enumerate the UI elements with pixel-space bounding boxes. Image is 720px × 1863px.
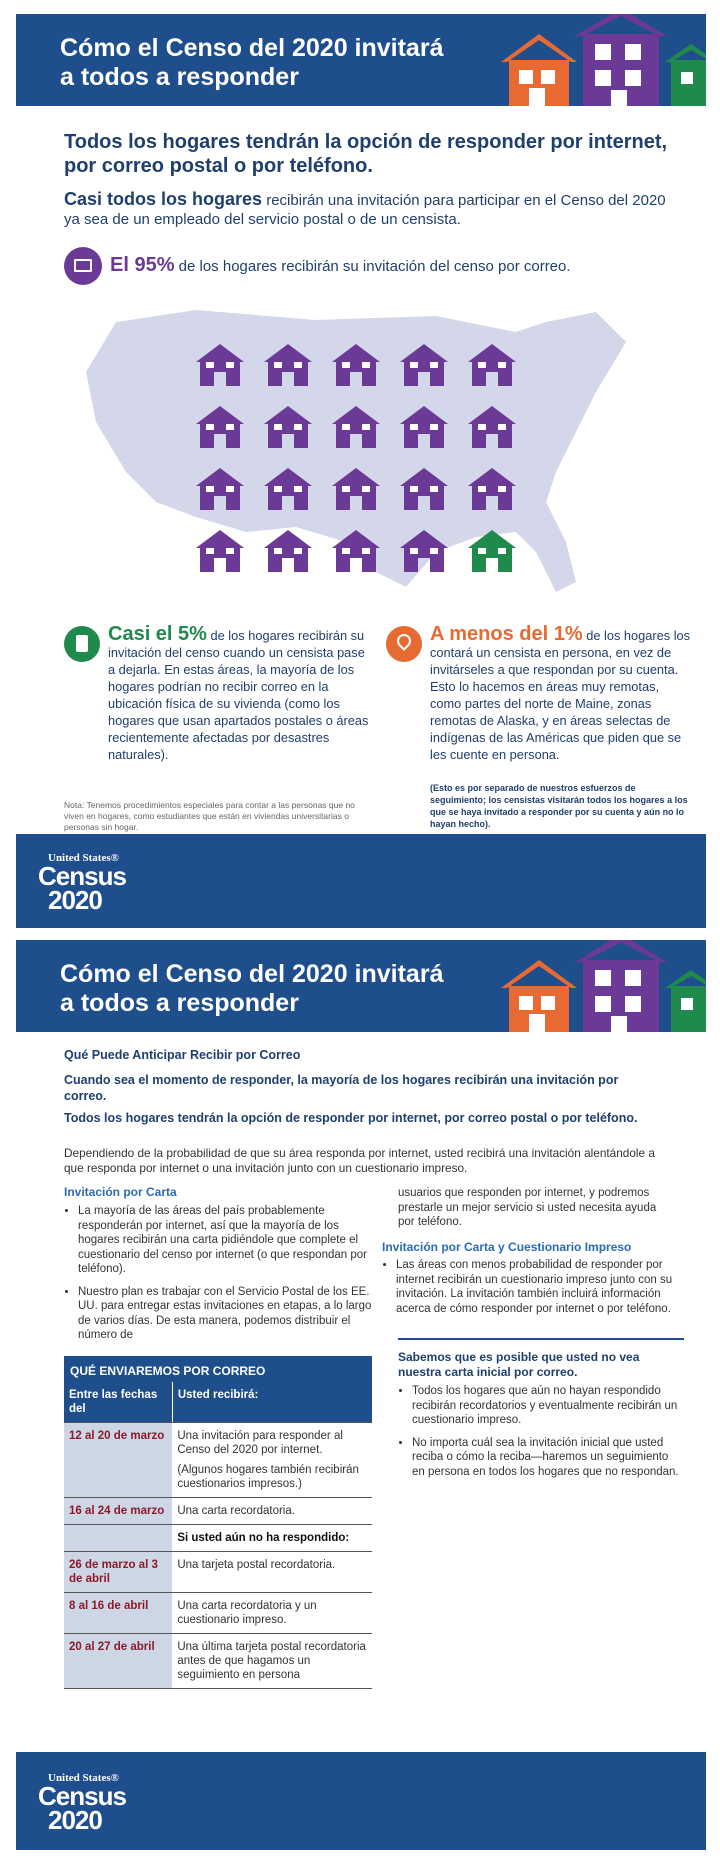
column-divider-line — [398, 1338, 684, 1340]
mail-item-text: Una última tarjeta postal recordatoria antes de que hagamos un seguimiento en persona — [177, 1641, 366, 1681]
house-window — [274, 548, 282, 554]
house-window — [430, 486, 438, 492]
house-icon — [264, 530, 312, 572]
pct1-text: A menos del 1% de los hogares los contará un censista en persona, en vez de invitárseles a que respondan por su cuenta. Esto lo hacemos en áreas muy remotas, como partes del norte de Maine, zonas remotas de Alaska, y en áreas selectas de indígenas de las Américas que piden que se les cuente en persona. — [430, 623, 691, 762]
page-two-header — [16, 940, 706, 1032]
carta-bullet-1: • La mayoría de las áreas del país probablemente responderán por internet, así que la mayoría de los hogares recibirán una carta pidiéndole que complete el cuestionario del censo por internet (o que respondan por teléfono). — [78, 1204, 378, 1277]
house-window — [498, 424, 506, 430]
house-window — [274, 362, 282, 368]
house-window — [410, 362, 418, 368]
mail-item-cell — [172, 1498, 372, 1525]
mail-table-grid — [64, 1382, 372, 1689]
mail-table-row — [64, 1552, 372, 1593]
carta-list — [64, 1204, 378, 1351]
page-one-title: Cómo el Censo del 2020 invitará a todos a responder — [60, 34, 444, 91]
house-window — [342, 548, 350, 554]
mail-item-cell — [172, 1634, 372, 1689]
census-logo-2: United States® Census 2020 — [38, 1772, 126, 1835]
pct95-text: El 95% de los hogares recibirán su invitación del censo por correo. — [110, 254, 571, 276]
nota-text: Nota: Tenemos procedimientos especiales para contar a las personas que no viven en hogares, como estudiantes que están en viviendas universitarias o personas sin hogar. — [64, 800, 355, 832]
house-window — [478, 362, 486, 368]
mail-date-cell: 12 al 20 de marzo — [64, 1423, 172, 1498]
mail-item-cell — [172, 1525, 372, 1552]
mail-date-cell: 16 al 24 de marzo — [64, 1498, 172, 1525]
house-window — [206, 362, 214, 368]
house-window — [294, 362, 302, 368]
house-window — [498, 362, 506, 368]
mail-table-header — [64, 1382, 372, 1423]
census-logo: United States® Census 2020 — [38, 852, 126, 915]
carta-bullet-2: • Nuestro plan es trabajar con el Servicio Postal de los EE. UU. para entregar estas invitaciones en etapas, a lo largo de varios días. De esta manera, podemos distribuir el número de — [78, 1285, 378, 1343]
page-one — [16, 14, 706, 914]
house-window — [430, 424, 438, 430]
almost-all-text: Casi todos los hogares recibirán una invitación para participar en el Censo del 2020 ya sea de un empleado del servicio postal o de un censista. — [64, 189, 666, 228]
mail-date-cell: 8 al 16 de abril — [64, 1593, 172, 1634]
sabemos-bullet-2: • No importa cuál sea la invitación inicial que usted reciba o cómo la reciba—haremos un seguimiento en persona en todos los hogares que no respondan. — [412, 1436, 682, 1480]
house-window — [294, 424, 302, 430]
mail-table-row — [64, 1593, 372, 1634]
sabemos-list — [398, 1384, 682, 1487]
house-window — [342, 486, 350, 492]
house-window — [226, 486, 234, 492]
house-window — [498, 486, 506, 492]
mail-date-cell: 26 de marzo al 3 de abril — [64, 1552, 172, 1593]
carta-continued: usuarios que responden por internet, y podremos prestarle un mejor servicio si usted necesita ayuda por teléfono. — [398, 1187, 657, 1228]
clipboard-icon — [64, 626, 100, 662]
house-window — [430, 362, 438, 368]
mail-item-text: Si usted aún no ha respondido: — [177, 1532, 350, 1544]
sub-heading-2: Cuando sea el momento de responder, la mayoría de los hogares recibirán una invitación por correo. — [64, 1073, 619, 1103]
cuest-bullet-1: • Las áreas con menos probabilidad de responder por internet recibirán un cuestionario impreso junto con su invitación. La invitación también incluirá información acerca de cómo responder por internet o por teléfono. — [396, 1258, 686, 1316]
house-window — [362, 424, 370, 430]
sub-heading-1: Qué Puede Anticipar Recibir por Correo — [64, 1048, 301, 1062]
intro-paragraph: Dependiendo de la probabilidad de que su área responda por internet, usted recibirá una invitación alentándole a que responda por internet o una invitación junto con un cuestionario impreso. — [64, 1146, 655, 1175]
house-window — [206, 486, 214, 492]
house-window — [478, 486, 486, 492]
intro-heading: Todos los hogares tendrán la opción de responder por internet, por correo postal o por teléfono. — [64, 131, 668, 177]
sabemos-bullet-1: • Todos los hogares que aún no hayan respondido recibirán recordatorios y eventualmente recibirán un cuestionario impreso. — [412, 1384, 682, 1428]
pct5-text: Casi el 5% de los hogares recibirán su invitación del censo cuando un censista pase a dejarla. En estas áreas, la mayoría de los hogares podrían no recibir correo en la ubicación física de su vivienda (como los hogares que usan apartados postales o áreas recientemente afectadas por desastres naturales). — [108, 623, 369, 762]
mail-item-note: (Algunos hogares también recibirán cuestionarios impresos.) — [177, 1464, 359, 1490]
house-window — [226, 362, 234, 368]
carta-heading: Invitación por Carta — [64, 1185, 177, 1199]
house-window — [498, 548, 506, 554]
sub-heading-3: Todos los hogares tendrán la opción de responder por internet, por correo postal o por teléfono. — [64, 1111, 638, 1125]
mail-table — [64, 1356, 372, 1689]
house-window — [362, 548, 370, 554]
mail-item-text: Una carta recordatoria. — [177, 1505, 295, 1517]
mail-table-title: QUÉ ENVIAREMOS POR CORREO — [64, 1356, 372, 1382]
house-window — [430, 548, 438, 554]
mail-item-cell — [172, 1423, 372, 1498]
house-icon — [196, 530, 244, 572]
houses-banner-icon-2 — [491, 940, 706, 1032]
mail-item-text: Una tarjeta postal recordatoria. — [177, 1559, 336, 1571]
location-pin-icon — [386, 626, 422, 662]
mail-item-text: Una carta recordatoria y un cuestionario impreso. — [177, 1600, 317, 1626]
pct1-note: (Esto es por separado de nuestros esfuerzos de seguimiento; los censistas visitarán todos los hogares a los que se haya invitado a responder por su cuenta y aún no lo hayan hecho). — [430, 783, 688, 829]
house-window — [342, 424, 350, 430]
page-two-title: Cómo el Censo del 2020 invitará a todos a responder — [60, 960, 444, 1017]
house-window — [410, 548, 418, 554]
house-window — [226, 548, 234, 554]
mail-table-row — [64, 1498, 372, 1525]
page-two — [16, 940, 706, 1850]
mail-item-text: Una invitación para responder al Censo del 2020 por internet. — [177, 1430, 343, 1456]
house-window — [478, 424, 486, 430]
house-window — [226, 424, 234, 430]
mail-table-row — [64, 1525, 372, 1552]
house-window — [206, 548, 214, 554]
house-window — [410, 486, 418, 492]
mail-date-cell: 20 al 27 de abril — [64, 1634, 172, 1689]
col-header-receive: Usted recibirá: — [172, 1382, 372, 1423]
house-window — [478, 548, 486, 554]
page-one-header — [16, 14, 706, 106]
house-window — [410, 424, 418, 430]
page-one-footer — [16, 834, 706, 928]
house-window — [294, 548, 302, 554]
house-window — [274, 424, 282, 430]
house-window — [362, 362, 370, 368]
house-window — [362, 486, 370, 492]
house-window — [206, 424, 214, 430]
mail-table-row — [64, 1634, 372, 1689]
page-two-footer — [16, 1752, 706, 1850]
mail-table-row — [64, 1423, 372, 1498]
cuest-list — [382, 1258, 686, 1324]
us-map-houses — [76, 302, 636, 602]
col-header-date: Entre las fechas del — [64, 1382, 172, 1423]
house-window — [274, 486, 282, 492]
mail-item-cell — [172, 1552, 372, 1593]
mail-icon — [64, 247, 102, 285]
house-window — [294, 486, 302, 492]
sabemos-heading: Sabemos que es posible que usted no vea nuestra carta inicial por correo. — [398, 1350, 640, 1379]
cuest-heading: Invitación por Carta y Cuestionario Impreso — [382, 1240, 632, 1254]
house-window — [342, 362, 350, 368]
houses-banner-icon — [491, 14, 706, 106]
mail-date-cell — [64, 1525, 172, 1552]
mail-item-cell — [172, 1593, 372, 1634]
